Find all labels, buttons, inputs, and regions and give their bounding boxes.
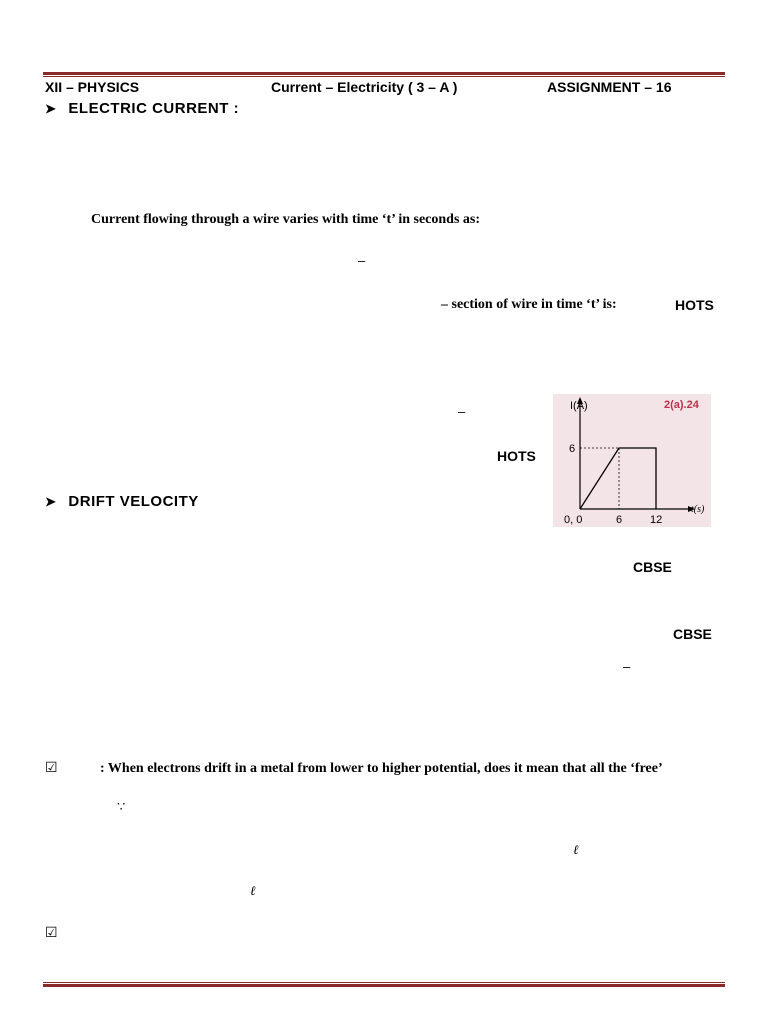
graph-label-ref: 2(a).24 <box>664 399 699 411</box>
dash-mark: – <box>358 253 366 268</box>
section-drift-velocity <box>45 493 199 510</box>
graph-label-x: t(s) <box>691 504 705 515</box>
current-time-graph <box>553 394 711 527</box>
checkbox-icon: ☑ <box>45 760 58 776</box>
dash-mark: – <box>623 659 631 674</box>
question-text-2: – section of wire in time ‘t’ is: <box>441 297 617 312</box>
graph-label-6: 6 <box>569 443 576 455</box>
footer-rule <box>43 982 725 987</box>
header-class: XII – PHYSICS <box>45 79 140 95</box>
ell-symbol: ℓ <box>250 884 256 899</box>
section-electric-current <box>45 100 239 117</box>
header-topic: Current – Electricity ( 3 – A ) <box>271 79 458 95</box>
cbse-tag: CBSE <box>633 559 672 575</box>
header-assignment: ASSIGNMENT – 16 <box>547 79 672 95</box>
cbse-tag: CBSE <box>673 626 712 642</box>
question-text-3: : When electrons drift in a metal from lower to higher potential, does it mean that all the ‘free’ <box>100 761 663 776</box>
graph-label-y: I(A) <box>570 400 588 412</box>
question-text-1: Current flowing through a wire varies with time ‘t’ in seconds as: <box>91 212 480 227</box>
section-title: ELECTRIC CURRENT : <box>68 100 240 117</box>
arrow-bullet-icon: ➤ <box>45 494 57 509</box>
graph-label-origin: 0, 0 <box>564 514 583 526</box>
hots-tag: HOTS <box>497 448 536 464</box>
checkbox-icon: ☑ <box>45 925 58 941</box>
because-symbol: ∵ <box>117 800 126 815</box>
graph-label-x12: 12 <box>650 514 663 526</box>
arrow-bullet-icon: ➤ <box>45 101 57 116</box>
ell-symbol: ℓ <box>573 843 579 858</box>
hots-tag: HOTS <box>675 297 714 313</box>
header-rule <box>43 72 725 77</box>
graph-label-x6: 6 <box>616 514 623 526</box>
graph-current-line <box>580 448 656 509</box>
dash-mark: – <box>458 404 466 419</box>
section-title: DRIFT VELOCITY <box>68 493 199 510</box>
